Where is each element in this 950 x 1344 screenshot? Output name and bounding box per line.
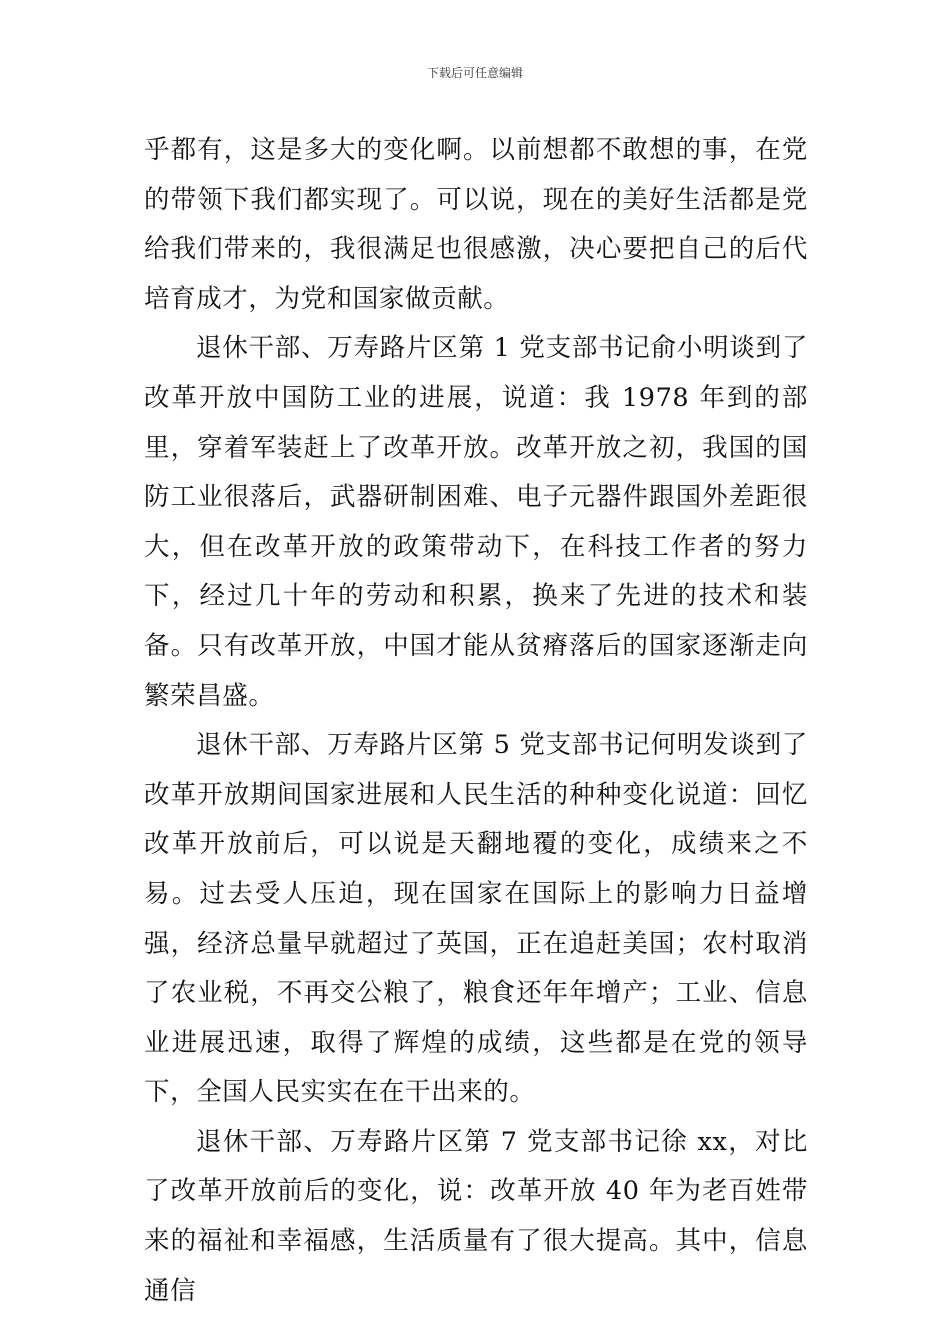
page-header: 下载后可任意编辑 (426, 66, 523, 80)
paragraph-2: 退休干部、万寿路片区第 1 党支部书记俞小明谈到了改革开放中国防工业的进展，说道：我 1978 年到的部里，穿着军装赶上了改革开放。改革开放之初，我国的国防工业很落后，武器研制困难、电子元器件跟国外差距很大，但在改革开放的政策带动下，在科技工作者的努力下，经过几十年的劳动和积累，换来了先进的技术和装备。只有改革开放，中国才能从贫瘠落后的国家逐渐走向繁荣昌盛。 (144, 333, 808, 711)
paragraph-3: 退休干部、万寿路片区第 5 党支部书记何明发谈到了改革开放期间国家进展和人民生活的种种变化说道：回忆改革开放前后，可以说是天翻地覆的变化，成绩来之不易。过去受人压迫，现在国家在国际上的影响力日益增强，经济总量早就超过了英国，正在追赶美国；农村取消了农业税，不再交公粮了，粮食还年年增产；工业、信息业进展迅速，取得了辉煌的成绩，这些都是在党的领导下，全国人民实实在在干出来的。 (144, 730, 808, 1108)
document-body (144, 126, 808, 1316)
paragraph-1: 乎都有，这是多大的变化啊。以前想都不敢想的事，在党的带领下我们都实现了。可以说，现在的美好生活都是党给我们带来的，我很满足也很感激，决心要把自己的后代培育成才，为党和国家做贡献。 (144, 135, 808, 314)
paragraph-4: 退休干部、万寿路片区第 7 党支部书记徐 xx，对比了改革开放前后的变化，说：改革开放 40 年为老百姓带来的福祉和幸福感，生活质量有了很大提高。其中，信息通信 (144, 1126, 808, 1306)
